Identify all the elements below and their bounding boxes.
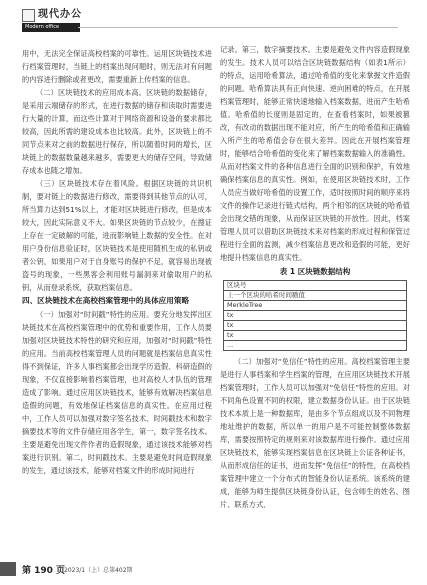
page-footer [0,562,427,585]
paragraph: 记录。第三，数字摘要技术。主要是避免文件内容造假现象的发生。技术人员可以结合区块链数据结构（如表1所示）的特点，运用哈希算法，通过哈希值的变化来掌握文件造假的问题。哈希算法具有正向快速、逆向困难的特点，在开展档案管理时，能够正常快速地输入档案数据，进而产生哈希值。哈希值的长度则是固定的，在查看档案时，如果被篡改，有改动的数据出现不能对应，所产生的哈希值和正确输入所产生的哈希值会存在很大差异。因此在开展档案管理时，能够结合哈希值的变化来了解档案数据输入的准确性。从而对档案文件的各种信息进行全面的识别和保护，有效地确保档案信息的真实性。例如，在使用区块链技术时，工作人员应当做好哈希值的设置工作，适时按照时间的顺序来将文件的操作记录进行链式结构，两个相邻的区块链的哈希值会出现交错的现象，从而保证区块链的开放性。因此，档案管理人员可以借助区块链技术来对档案的形成过程和保管过程进行全面的监测，减少档案信息更改和造假的可能，更好地提升档案信息的真实性。 [220,45,410,262]
table-cell: 上一个区块的哈希时间戳值 [224,291,407,301]
paragraph: （二）区块链技术的应用成本高。区块链的数据储存，是采用云端储存的形式，在进行数据的储存和读取时需要进行大量的计算，而这些计算对于网络资源和设备的要求都比较高，因此所需的建设成本也比较高。此外，区块链上的不同节点来对之前的数据进行保存，所以随着时间的增长，区块链上的数据数量越来越多，需要更大的储存空间，导致储存成本也随之增加。 [22,88,212,175]
table-cell: 区块号 [224,281,407,291]
table-row [224,341,407,351]
blockchain-structure-table [223,280,407,351]
right-column [220,43,410,511]
header-divider [78,27,398,28]
table-row [224,281,407,291]
paragraph: （三）区块链技术存在着风险。根据区块链的共识机制，要对链上的数据进行修改，需要得到其他节点的认可，所当算力达到51%以上，才能对区块链进行修改，但是成本较大，因此实际意义不大。如果区块链的节点较少，在搜证上存在一定破解的可能，进而影响链上数据的安全性。在对用户身份信息验证时，区块链技术是使用随机生成的私钥或者公钥，如果用户对于自身账号的保护不足，就容易出现被盗号的现象，一些黑客会利用账号漏洞来对偷取用户的私钥，从而登录系统，获取档案信息。 [22,179,212,292]
paragraph: （二）加强对“免信任”特性的应用。高校档案管理主要是进行人事档案和学生档案的管理，在应用区块链技术开展档案管理时，工作人员可以加强对“免信任”特性的应用。对不同角色设置不同的权限，建立数据身份认证。由于区块链技术本质上是一种数据库，是由多个节点组成以及不同物理地址维护的数据，所以单一的用户是不可能控制整体数据库，需要按照特定的规则来对该数据库进行操作。通过应用区块链技术，能够实现档案信息在区块链上公证各种证书，从而形成信任的证书，进而发挥“免信任”的特性，在高校档案管理中建立一个分布式的智能身份认证系统。该系统的建成，能够为师生提供区块链身份认证，包含师生的姓名、图片、联系方式、 [220,357,410,509]
table-title: 表 1 区块链数据结构 [279,267,351,276]
page-header [0,0,427,40]
table-row [224,331,407,341]
table-cell: ... [224,341,407,351]
table-row [224,311,407,321]
table-row [224,321,407,331]
journal-logo-icon [22,9,35,22]
journal-title: 现代办公 [38,9,82,20]
table-cell: tx [224,331,407,341]
table-cell: MerkleTree [224,301,407,311]
journal-subtitle: Modern office [22,23,80,32]
issue-info: 2023/1（上）总第402期 [64,567,133,574]
left-column [22,47,212,477]
table-row [224,301,407,311]
table-cell: tx [224,321,407,331]
table-cell: tx [224,311,407,321]
section-heading: 四、区块链技术在高校档案管理中的具体应用策略 [22,296,190,305]
page-number: 第 190 页 [22,566,66,576]
table-row [224,291,407,301]
paragraph: 用中，无法完全保证高校档案的可靠性。运用区块链技术进行档案管理时，当链上的档案出现问题时，则无法对有问题的内容进行删除或者更改，需要重新上传档案的信息。 [22,49,212,84]
footer-bar [0,562,16,576]
paragraph: （一）加强对“时间戳”特性的应用。要充分地发挥出区块链技术在高校档案管理中的优势和重要作用，工作人员要加强对区块链技术特性的研究和应用，加强对“时间戳”特性的应用。当前高校档案管理人员的问题就是档案信息真实性得不到保证，许多人事档案都会出现学历造假、科研造假的现象，不仅直接影响着档案管理，也对高校人才队伍的管理造成了影响。通过应用区块链技术，能够有效解决档案信息造假的问题，有效地保证档案信息的真实性。在应用过程中，工作人员可以加强对数字签名技术、时间戳技术和数字摘要技术等的文件存储应用各学生，第一，数字签名技术。主要是避免出现文件作者的造假现象，通过该技术能够对档案进行识别。第二，时间戳技术。主要是避免时间造假现象的发生，通过该技术，能够对档案文件的形成时间进行 [22,310,212,475]
